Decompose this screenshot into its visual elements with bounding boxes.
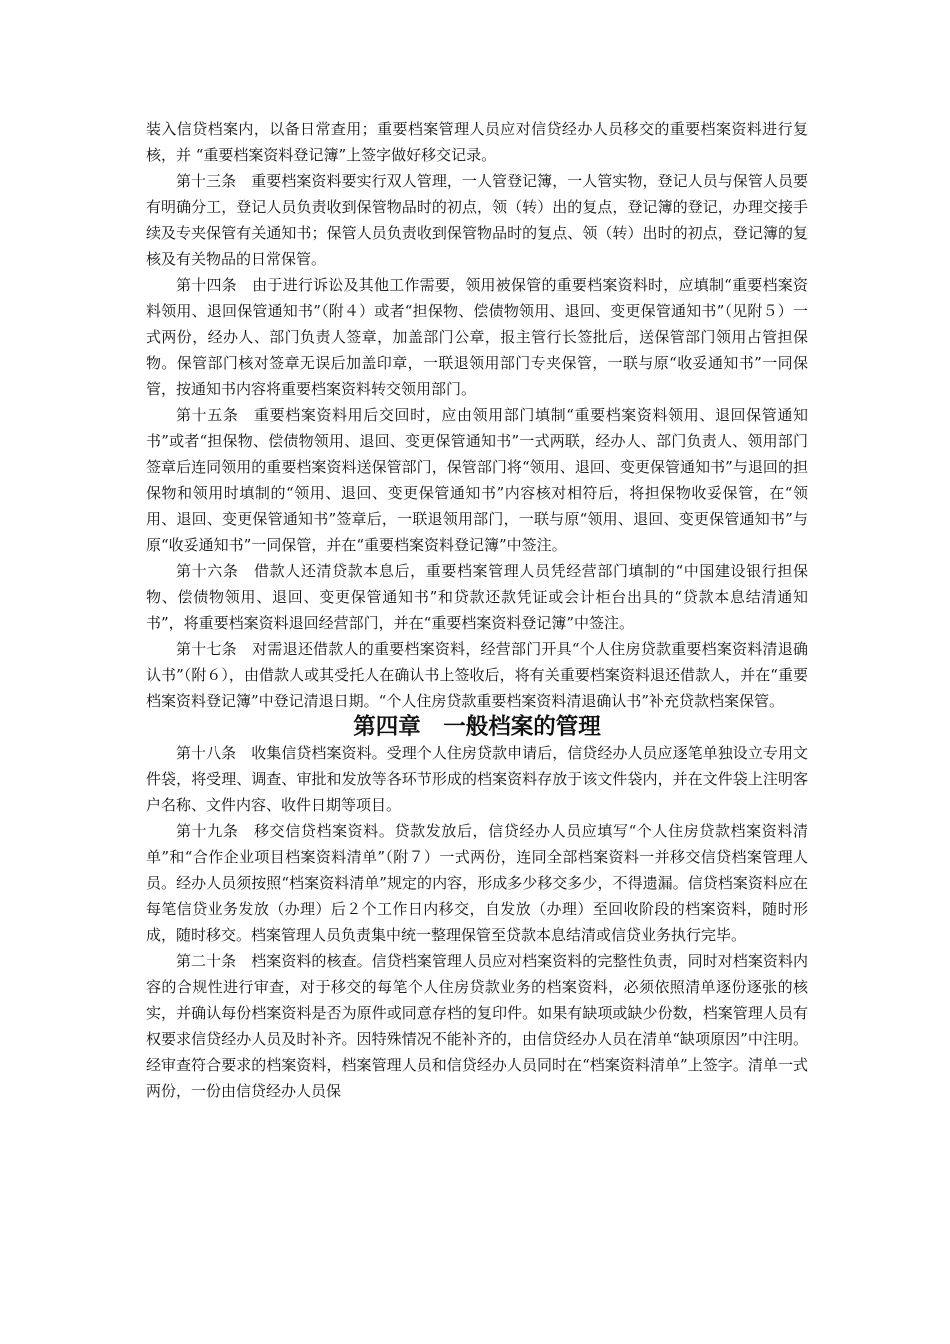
article-18: 第十八条 收集信贷档案资料。受理个人住房贷款申请后，信贷经办人员应逐笔单独设立专用文件袋，将受理、调查、审批和发放等各环节形成的档案资料存放于该文件袋内，并在文件袋上注明客户名称、文件内容、收件日期等项目。 — [146, 744, 808, 814]
article-15: 第十五条 重要档案资料用后交回时，应由领用部门填制“重要档案资料领用、退回保管通知书”或者“担保物、偿债物领用、退回、变更保管通知书”一式两联，经办人、部门负责人、领用部门签章后连同领用的重要档案资料送保管部门，保管部门将“领用、退回、变更保管通知书”与退回的担保物和领用时填制的“领用、退回、变更保管通知书”内容核对相符后，将担保物收妥保管，在“领用、退回、变更保管通知书”签章后，一联退领用部门，一联与原“领用、退回、变更保管通知书”与原“收妥通知书”一同保管，并在“重要档案资料登记簿”中签注。 — [146, 406, 808, 554]
article-13: 第十三条 重要档案资料要实行双人管理，一人管登记簿，一人管实物，登记人员与保管人员要有明确分工，登记人员负责收到保管物品时的初点，领（转）出的复点，登记簿的登记，办理交接手续及专夹保管有关通知书；保管人员负责收到保管物品时的复点、领（转）出时的初点，登记簿的复核及有关物品的日常保管。 — [146, 172, 808, 268]
article-19: 第十九条 移交信贷档案资料。贷款发放后，信贷经办人员应填写“个人住房贷款档案资料清单”和“合作企业项目档案资料清单”（附７）一式两份，连同全部档案资料一并移交信贷档案管理人员。经办人员须按照“档案资料清单”规定的内容，形成多少移交多少，不得遗漏。信贷档案资料应在每笔信贷业务发放（办理）后２个工作日内移交，自发放（办理）至回收阶段的档案资料，随时形成，随时移交。档案管理人员负责集中统一整理保管至贷款本息结清或信贷业务执行完毕。 — [146, 822, 808, 944]
article-20: 第二十条 档案资料的核查。信贷档案管理人员应对档案资料的完整性负责，同时对档案资料内容的合规性进行审查，对于移交的每笔个人住房贷款业务的档案资料，必须依照清单逐份逐张的核实，并确认每份档案资料是否为原件或同意存档的复印件。如果有缺项或缺少份数，档案管理人员有权要求信贷经办人员及时补齐。因特殊情况不能补齐的，由信贷经办人员在清单“缺项原因”中注明。经审查符合要求的档案资料，档案管理人员和信贷经办人员同时在“档案资料清单”上签字。清单一式两份，一份由信贷经办人员保 — [146, 952, 808, 1100]
article-16: 第十六条 借款人还清贷款本息后，重要档案管理人员凭经营部门填制的“中国建设银行担保物、偿债物领用、退回、变更保管通知书”和贷款还款凭证或会计柜台出具的“贷款本息结清通知书”，将重要档案资料退回经营部门，并在“重要档案资料登记簿”中签注。 — [146, 562, 808, 632]
chapter-title: 第四章 一般档案的管理 — [353, 714, 601, 740]
article-17: 第十七条 对需退还借款人的重要档案资料，经营部门开具“个人住房贷款重要档案资料清退确认书”（附６），由借款人或其受托人在确认书上签收后，将有关重要档案资料退还借款人，并在“重要档案资料登记簿”中登记清退日期。“个人住房贷款重要档案资料清退确认书”补充贷款档案保管。 — [146, 640, 808, 710]
paragraph-continuation: 装入信贷档案内，以备日常查用；重要档案管理人员应对信贷经办人员移交的重要档案资料进行复核，并 “重要档案资料登记簿”上签字做好移交记录。 — [146, 120, 808, 164]
article-14: 第十四条 由于进行诉讼及其他工作需要，领用被保管的重要档案资料时，应填制“重要档案资料领用、退回保管通知书”（附４）或者“担保物、偿债物领用、退回、变更保管通知书”（见附５）一式两份，经办人、部门负责人签章，加盖部门公章，报主管行长签批后，送保管部门领用占管担保物。保管部门核对签章无误后加盖印章，一联退领用部门专夹保管，一联与原“收妥通知书”一同保管，按通知书内容将重要档案资料转交领用部门。 — [146, 276, 808, 398]
document-page — [146, 116, 808, 1104]
